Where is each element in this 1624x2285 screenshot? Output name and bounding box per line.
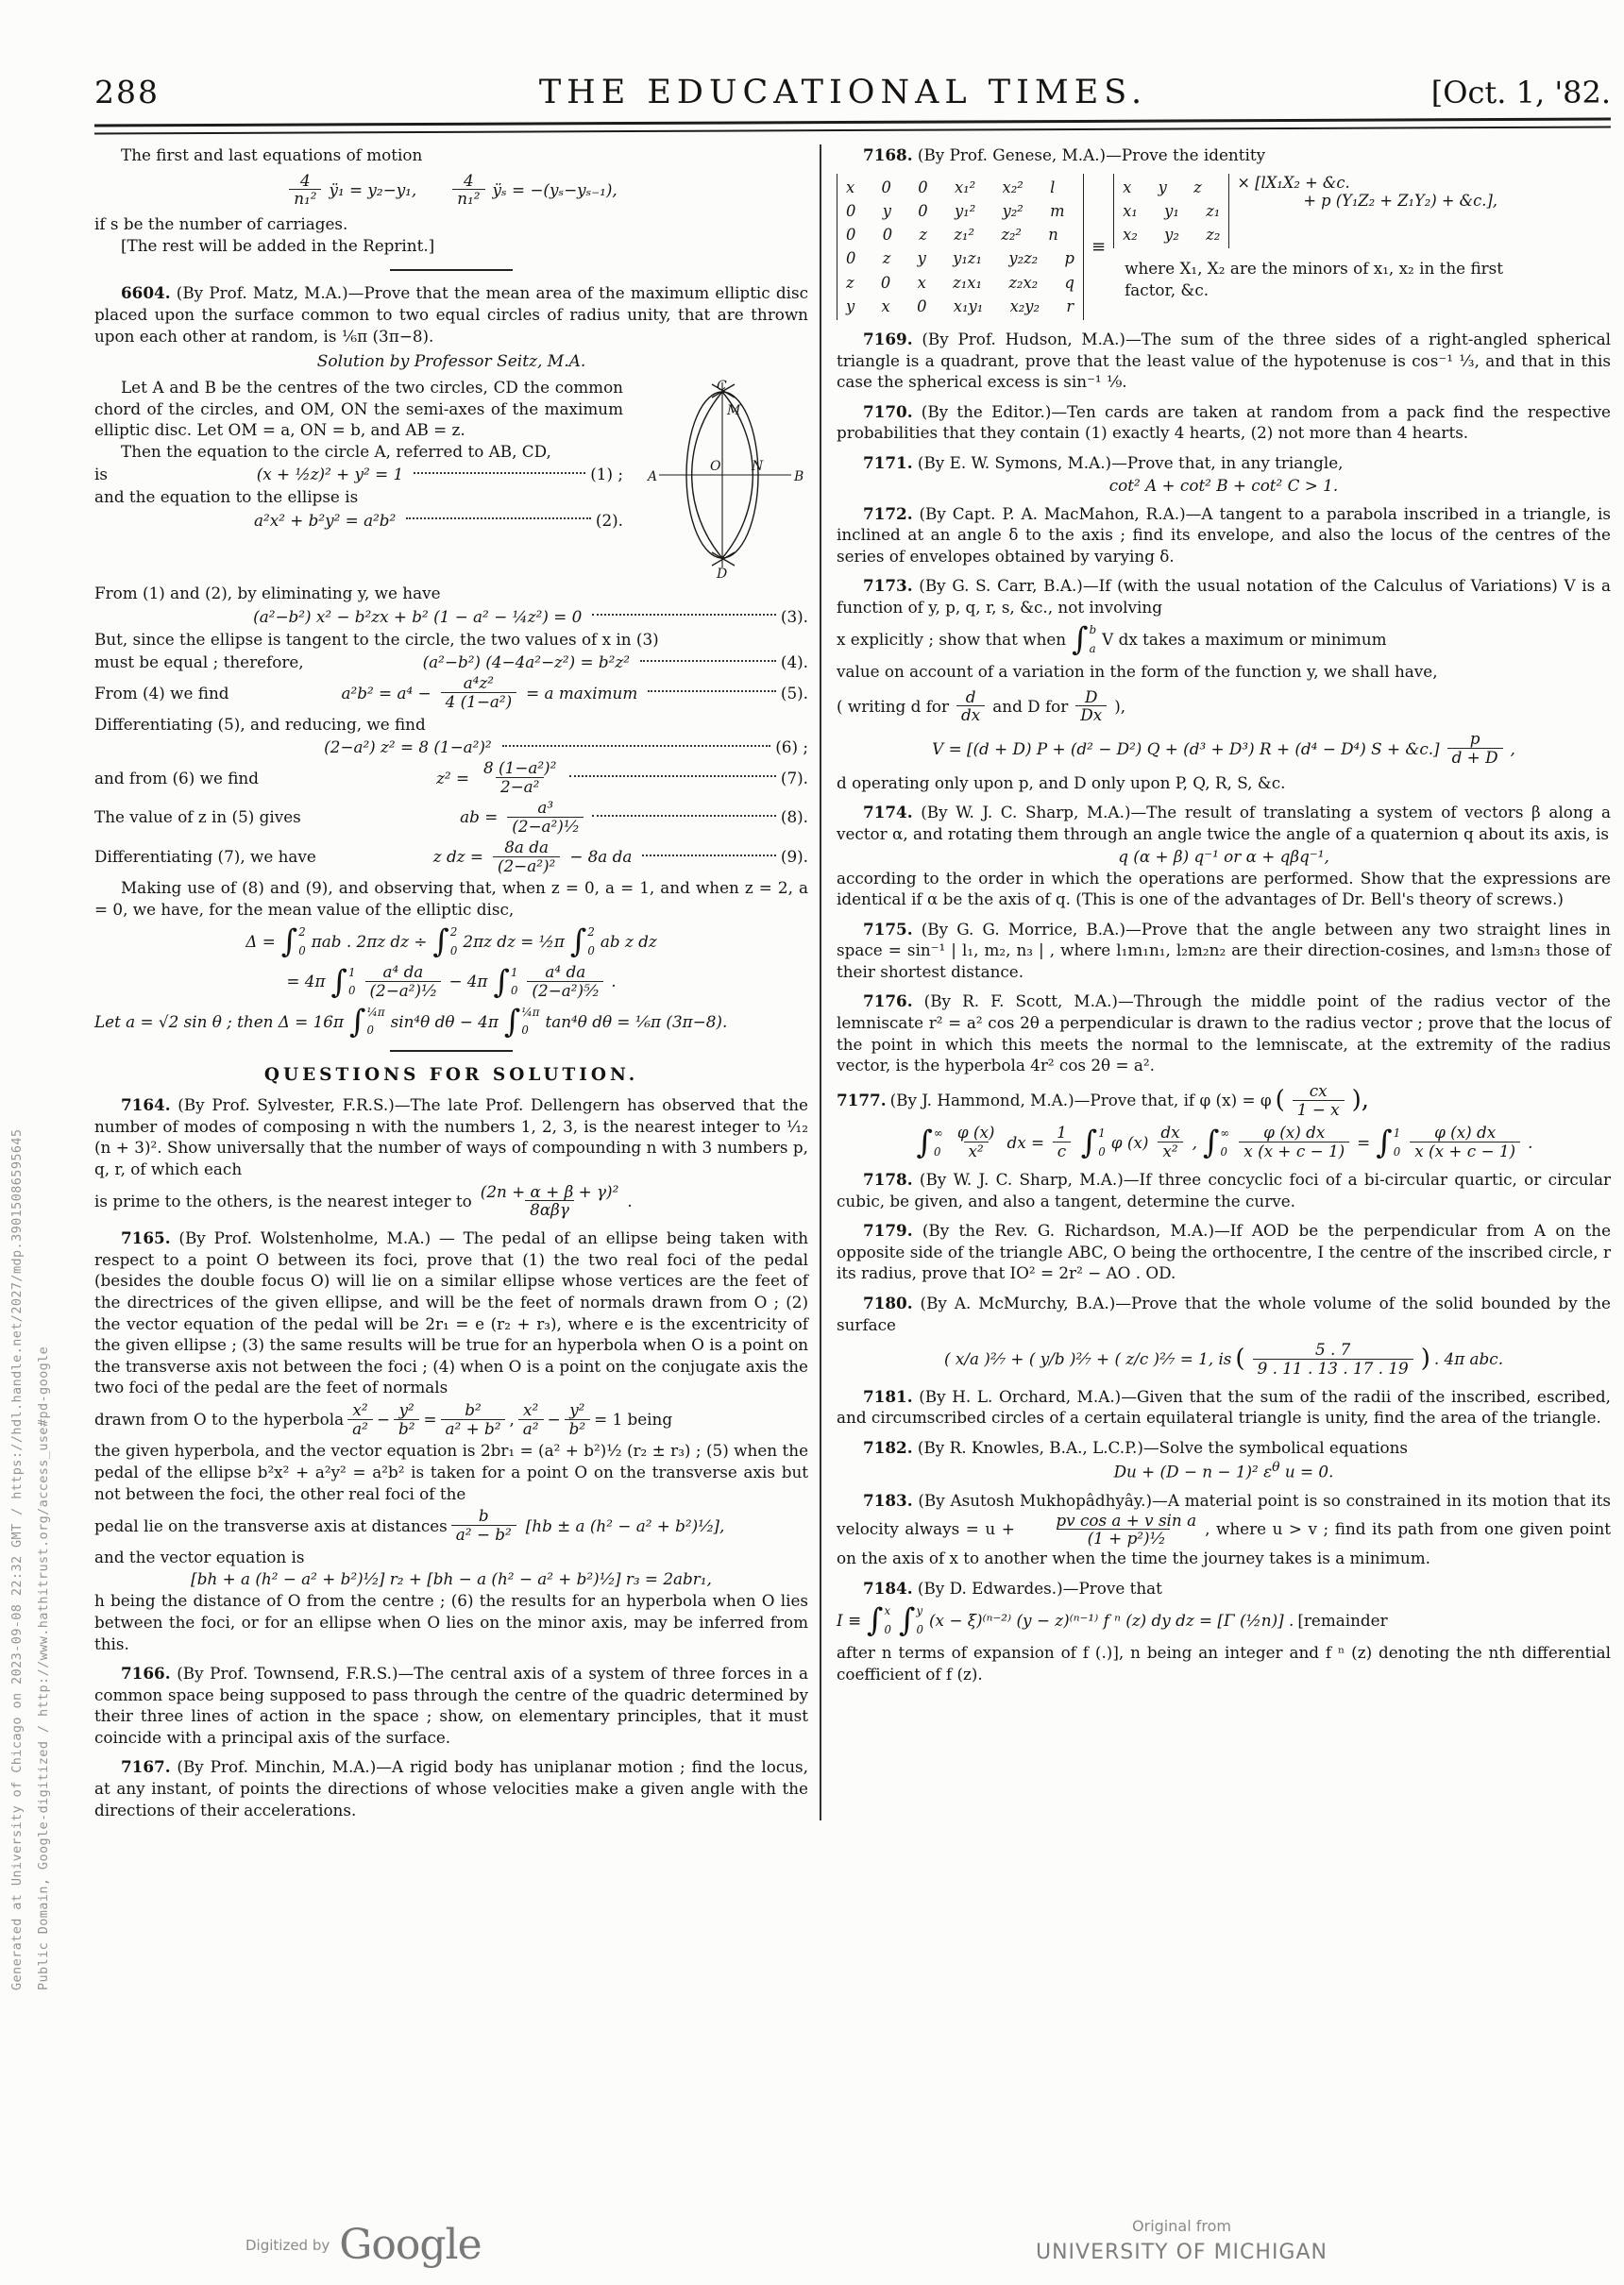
fraction: $\frac{b}{\text{a² − b²}}$	[451, 1507, 516, 1544]
problem-7164: 7164. (By Prof. Sylvester, F.R.S.)—The late Prof. Dellengern has observed that the number of modes of composing n with the numbers 1, 2, 3, is the nearest integer to ¹⁄₁₂ (n + 3)². Show universally that the number of ways of compounding n with 3 numbers p, q, r, of which each	[94, 1095, 808, 1179]
problem-number: 6604.	[121, 283, 171, 303]
dot-leader	[642, 854, 776, 856]
fraction: $\frac{\text{y²}}{\text{b²}}$	[565, 1401, 590, 1438]
institution-name: UNIVERSITY OF MICHIGAN	[1036, 2241, 1328, 2264]
integral: ∫ ¼π 0	[349, 1002, 385, 1040]
integral: ∫ 2 0	[432, 922, 458, 960]
fraction: $\frac{\text{a⁴ da}}{\text{(2−a²)⁵⁄₂}}$	[527, 963, 603, 1000]
integral: ∫ b a	[1072, 620, 1097, 658]
problem-7171: 7171. (By E. W. Symons, M.A.)—Prove that, in any triangle,	[863, 452, 1344, 472]
digitized-by-label: Digitized by	[245, 2237, 330, 2255]
problem-7183: 7183. (By Asutosh Mukhopâdhyây.)—A material point is so constrained in its motion that its velocity always = u + $\frac{\text{pv cos a + v sin a}}{\text{(1 + p²)¹⁄₂}}$ , where u > v ; find its path from one given point on the axis of x to another when the time the journey takes is a minimum.	[837, 1491, 1611, 1568]
equation-6: (2−a²) z² = 8 (1−a²)² (6) ;	[324, 737, 808, 757]
problem-7165-hyperbola-line: drawn from O to the hyperbola $\frac{\text{x²}}{\text{a²}}$ − $\frac{\text{y²}}{\text{b²}}$ = $\frac{\text{b²}}{\text{a² + b²}}$ , $\frac{\text{x²}}{\text{a²}}$ − $\frac{\text{y²}}{\text{b²}}$ = 1 being	[94, 1399, 673, 1438]
dot-leader	[640, 659, 776, 662]
equations-of-motion: $\frac{4}{\text{n₁²}}$ ÿ₁ = y₂−y₁, $\frac{4}{\text{n₁²}}$ ÿₛ = −(yₛ−yₛ₋₁),	[94, 172, 808, 209]
figure-label-n: N	[752, 459, 764, 475]
problem-6604: 6604. (By Prof. Matz, M.A.)—Prove that the mean area of the maximum elliptic disc placed upon the surface common to two equal circles of radius unity, that are thrown upon each other at random, is ⅙π (3π−8).	[94, 283, 808, 346]
dot-leader	[569, 774, 776, 777]
page-header	[94, 74, 1611, 111]
intro-line2: if s be the number of carriages.	[94, 214, 348, 234]
fraction: $\frac{\varphi (x)}{\text{x²}}$	[956, 1123, 995, 1161]
google-logo: Google	[339, 2221, 482, 2270]
dot-leader	[648, 689, 776, 692]
left-paren: (	[1235, 1345, 1245, 1374]
problem-7173: 7173. (By G. S. Carr, B.A.)—If (with the usual notation of the Calculus of Variations) V is a function of y, p, q, r, s, &c., not involving	[837, 576, 1611, 617]
left-paren: (	[1275, 1086, 1285, 1115]
problem-7174: 7174. (By W. J. C. Sharp, M.A.)—The result of translating a system of vectors β along a vector α, and rotating them through an angle twice the angle of a quaternion q about its axis, is	[837, 803, 1611, 844]
determinant-3x3: x y z x₁ y₁ z₁ x₂ y₂ z₂	[1113, 174, 1229, 249]
solution-by-line: Solution by Professor Seitz, M.A.	[316, 352, 586, 372]
fraction: $\frac{\varphi (x) dx}{x (x + c - 1)}$	[1410, 1124, 1520, 1160]
journal-title: THE EDUCATIONAL TIMES.	[538, 74, 1148, 111]
figure-label-b: B	[794, 469, 804, 485]
problem-7169: 7169. (By Prof. Hudson, M.A.)—The sum of the three sides of a right-angled spherical triangle is a quadrant, prove that the least value of the hypotenuse is cos⁻¹ ⅓, and that in this case the spherical excess is sin⁻¹ ⅑.	[837, 330, 1611, 392]
diff-5-line: Differentiating (5), and reducing, we find	[94, 714, 426, 734]
equation-5: From (4) we find a²b² = a⁴ − $\frac{\text{a⁴z²}}{\text{4 (1−a²)}}$ = a maximum (5).	[94, 673, 808, 712]
fraction: $\frac{D}{Dx}$	[1075, 688, 1107, 725]
figure-label-c: C	[717, 379, 727, 395]
substitution-line: Let a = √2 sin θ ; then Δ = 16π ∫ ¼π 0 sin⁴θ dθ − 4π ∫ ¼π 0 tan⁴θ dθ = ⅙π (3π−8).	[94, 1002, 728, 1040]
problem-7164-fraction-line: is prime to the others, is the nearest integer to $\frac{\text{(2n + α + β + γ)²}}{\text{8αβγ}}$ .	[94, 1181, 633, 1220]
dot-leader	[592, 814, 776, 817]
integral: ∫ x 0	[867, 1601, 892, 1639]
identity-rhs: × [lX₁X₂ + &c. + p (Y₁Z₂ + Z₁Y₂) + &c.],	[1237, 173, 1497, 210]
problem-7165: 7165. (By Prof. Wolstenholme, M.A.) — The pedal of an ellipse being taken with respect to a point O between its foci, prove that (1) the two real foci of the pedal (besides the double focus O) will lie on a similar ellipse whose vertices are the feet of the directrices of the given ellipse, and will be the feet of normals drawn from O ; (2) the vector equation of the pedal will be 2r₁ = e (r₂ + r₃), where e is the excentricity of the given ellipse ; (3) the same results will be true for an hyperbola when O is a point on the transverse axis not between the foci ; (4) when O is a point on the conjugate axis the two foci of the pedal are the feet of normals	[94, 1228, 809, 1397]
problem-7173-v-equation: V = [(d + D) P + (d² − D²) Q + (d³ + D³) R + (d⁴ − D⁴) S + &c.] $\frac{p}{d + D}$ ,	[932, 729, 1515, 768]
problem-7180: 7180. (By A. McMurchy, B.A.)—Prove that the whole volume of the solid bounded by the surface	[837, 1293, 1611, 1334]
fraction: $\frac{\text{x²}}{\text{a²}}$	[518, 1401, 544, 1438]
problem-7171-equation: cot² A + cot² B + cot² C > 1.	[1108, 475, 1339, 495]
fraction: $\frac{\text{pv cos a + v sin a}}{\text{(1 + p²)¹⁄₂}}$	[1056, 1510, 1197, 1549]
problem-7165-end: h being the distance of O from the centre ; (6) the results for an hyperbola when O lies between the foci, or for an ellipse when O lies on the minor axis, may be inferred from this.	[94, 1591, 808, 1653]
fraction: $\frac{4}{\text{n₁²}}$	[289, 172, 321, 209]
equation-4: must be equal ; therefore, (a²−b²) (4−4a²−z²) = b²z² (4).	[94, 652, 808, 672]
problem-7174-end: according to the order in which the operations are performed. Show that the expressions are identical if α be the axis of q. (This is one of the advantages of Dr. Bell's theory of screws.)	[837, 868, 1611, 909]
fraction: $\frac{\text{b²}}{\text{a² + b²}}$	[441, 1401, 506, 1438]
fraction: $\frac{cx}{1 - x}$	[1293, 1082, 1345, 1119]
integral: ∫ 2 0	[569, 922, 595, 960]
fraction: $\frac{d}{dx}$	[956, 688, 985, 725]
dot-leader	[414, 471, 585, 474]
problem-7174-equation: q (α + β) q⁻¹ or α + qβq⁻¹,	[1118, 846, 1329, 866]
intro-lead: The first and last equations of motion	[121, 145, 423, 164]
figure-label-d: D	[717, 567, 728, 580]
ellipse-line: and the equation to the ellipse is	[94, 487, 359, 507]
solution-para-1: Let A and B be the centres of the two circles, CD the common chord of the circles, and OM, ON the semi-axes of the maximum elliptic disc. Let OM = a, ON = b, and AB = z.	[94, 378, 623, 440]
margin-provenance-line-2: Public Domain, Google-digitized / http://www.hathitrust.org/access_use#pd-google	[36, 1346, 51, 1990]
fraction: $\frac{\text{x²}}{\text{a²}}$	[347, 1401, 373, 1438]
fraction: $\frac{dx}{\text{x²}}$	[1156, 1124, 1184, 1160]
integral: ∫ 2 0	[280, 922, 306, 960]
problem-7165-continued: the given hyperbola, and the vector equation is 2br₁ = (a² + b²)¹⁄₂ (r₂ ± r₃) ; (5) when the pedal of the ellipse b²x² + a²y² = a²b² is taken for a point O on the transverse axis but not between the foci, the other real foci of the	[94, 1441, 808, 1503]
issue-date: [Oct. 1, '82.	[1430, 75, 1611, 110]
fraction: $\frac{\text{a³}}{\text{(2−a²)¹⁄₂}}$	[507, 799, 584, 836]
fraction: $\frac{\text{y²}}{\text{b²}}$	[394, 1401, 419, 1438]
right-paren: ),	[1351, 1086, 1370, 1115]
problem-7173-end: d operating only upon p, and D only upon P, Q, R, S, &c.	[837, 772, 1286, 792]
dot-leader	[406, 516, 591, 519]
equation-2: a²x² + b²y² = a²b² (2).	[254, 510, 623, 530]
equation-1: is (x + ½z)² + y² = 1 (1) ;	[94, 465, 623, 484]
figure-label-o: O	[710, 459, 721, 475]
integral: ∫ ¼π 0	[503, 1002, 540, 1040]
original-from-label: Original from	[1132, 2217, 1231, 2235]
intro-line3: [The rest will be added in the Reprint.]	[121, 235, 435, 255]
problem-7179: 7179. (By the Rev. G. Richardson, M.A.)—If AOD be the perpendicular from A on the opposite side of the triangle ABC, O being the orthocentre, I the centre of the inscribed circle, r its radius, prove that IO² = 2r² − AO . OD.	[837, 1221, 1612, 1283]
equation-7: and from (6) we find z² = $\frac{\text{8 (1−a²)²}}{\text{2−a²}}$ (7).	[94, 758, 808, 797]
problem-7173-continued: value on account of a variation in the form of the function y, we shall have,	[837, 662, 1438, 682]
problem-7184-end: after n terms of expansion of f (.)], n being an integer and f ⁿ (z) denoting the nth differential coefficient of f (z).	[837, 1643, 1611, 1684]
problem-7168: 7168. (By Prof. Genese, M.A.)—Prove the identity	[863, 145, 1266, 164]
two-circles-ellipse-figure	[633, 379, 808, 579]
questions-for-solution-heading: QUESTIONS FOR SOLUTION.	[263, 1065, 639, 1086]
problem-7173-writing-line: ( writing d for $\frac{d}{dx}$ and D for $\frac{D}{Dx}$ ),	[837, 686, 1126, 725]
problem-7184-equation: I ≡ ∫ x 0 ∫ y 0 (x − ξ)⁽ⁿ⁻²⁾ (y − z)⁽ⁿ⁻¹⁾ f ⁿ (z) dy dz = [Γ (½n)] . [remainder	[837, 1601, 1388, 1639]
integral: ∫ ∞ 0	[916, 1123, 943, 1160]
problem-7178: 7178. (By W. J. C. Sharp, M.A.)—If three concyclic foci of a bi-circular quartic, or circular cubic, be given, and also a tangent, determine the curve.	[837, 1170, 1611, 1210]
integral: ∫ 1 0	[1080, 1123, 1106, 1160]
fraction: $\frac{\varphi (x) dx}{x (x + c - 1)}$	[1239, 1124, 1349, 1160]
fraction: $\frac{1}{c}$	[1052, 1124, 1072, 1160]
right-column	[821, 144, 1611, 1820]
delta-equation-line-2: = 4π ∫ 1 0 $\frac{\text{a⁴ da}}{\text{(2−a²)¹⁄₂}}$ − 4π ∫ 1 0 $\frac{\text{a⁴ da}}{\text{(2−a²)⁵⁄₂}}$ .	[286, 962, 617, 1000]
identity-sign: ≡	[1091, 236, 1107, 257]
fraction: $\frac{5 . 7}{9 . 11 . 13 . 17 . 19}$	[1253, 1341, 1413, 1378]
problem-7172: 7172. (By Capt. P. A. MacMahon, R.A.)—A tangent to a parabola inscribed in a triangle, is inclined at an angle δ to the axis ; find its envelope, and also the locus of the centres of the series of envelopes obtained by varying δ.	[837, 503, 1611, 566]
problem-7182-equation: Du + (D − n − 1)² $\varepsilon^\theta$ u = 0.	[1113, 1460, 1334, 1482]
figure-label-m: M	[727, 403, 741, 419]
fraction: $\frac{p}{d + D}$	[1447, 730, 1503, 767]
fraction: $\frac{\text{(2n + α + β + γ)²}}{\text{8αβγ}}$	[480, 1181, 619, 1220]
problem-7165-vector-equation: [bh + a (h² − a² + b²)¹⁄₂] r₂ + [bh − a (h² − a² + b²)¹⁄₂] r₃ = 2abr₁,	[191, 1569, 712, 1589]
solution-para-2: Then the equation to the circle A, referred to AB, CD,	[121, 441, 551, 461]
margin-provenance-line-1: Generated at University of Chicago on 2023-09-08 22:32 GMT / https://hdl.handle.net/2027/mdp.39015086595645	[9, 1128, 25, 1990]
equation-3: (a²−b²) x² − b²zx + b² (1 − a² − ¼z²) = 0 (3).	[253, 606, 808, 626]
fraction: $\frac{\text{a⁴z²}}{\text{4 (1−a²)}}$	[441, 674, 517, 711]
problem-7175: 7175. (By G. G. Morrice, B.A.)—Prove that the angle between any two straight lines in space = sin⁻¹ | l₁, m₂, n₃ | , where l₁m₁n₁, l₂m₂n₂ are their direction-cosines, and l₃m₃n₃ those of their shortest distance.	[837, 919, 1611, 981]
problem-7176: 7176. (By R. F. Scott, M.A.)—Through the middle point of the radius vector of the lemniscate r² = a² cos 2θ a perpendicular is drawn to the radius vector ; prove that the locus of the point in which this meets the normal to the lemniscate, at the extremity of the radius vector, is the hyperbola 4r² cos 2θ = a².	[837, 991, 1611, 1075]
digitized-by-block	[245, 2221, 482, 2270]
scan-footer	[94, 2217, 1611, 2270]
problem-7182: 7182. (By R. Knowles, B.A., L.C.P.)—Solve the symbolical equations	[863, 1437, 1409, 1457]
problem-7165-distances-line: pedal lie on the transverse axis at distances $\frac{b}{\text{a² − b²}}$ [hb ± a (h² − a² + b²)¹⁄₂],	[94, 1506, 725, 1545]
fraction: $\frac{\text{a⁴ da}}{\text{(2−a²)¹⁄₂}}$	[365, 963, 442, 1000]
page-number: 288	[94, 74, 160, 110]
problem-7168-note: where X₁, X₂ are the minors of x₁, x₂ in the first factor, &c.	[1125, 259, 1504, 299]
right-paren: )	[1420, 1345, 1430, 1374]
integral: ∫ 1 0	[493, 962, 518, 1000]
section-rule	[390, 1050, 513, 1052]
left-column	[94, 144, 820, 1820]
problem-7167: 7167. (By Prof. Minchin, M.A.)—A rigid body has uniplanar motion ; find the locus, at any instant, of points the directions of whose velocities make a given angle with the directions of their accelerations.	[94, 1757, 808, 1820]
figure-label-a: A	[648, 469, 658, 485]
problem-7184: 7184. (By D. Edwardes.)—Prove that	[863, 1578, 1162, 1598]
determinant-6x6: x 0 0 x₁² x₂² l 0 y 0 y₁² y₂² m 0 0 z z₁² z₂² n 0 z y y₁z₁ y₂z₂ p z 0 x z₁x₁ z₂x₂ q y x 0 x₁y₁ x₂y₂ r	[837, 174, 1084, 321]
header-double-rule	[94, 117, 1611, 134]
problem-7173-integral-line: x explicitly ; show that when ∫ b a V dx takes a maximum or minimum	[837, 620, 1387, 658]
problem-7170: 7170. (By the Editor.)—Ten cards are taken at random from a pack find the respective probabilities that they contain (1) exactly 4 hearts, (2) not more than 4 hearts.	[837, 401, 1611, 443]
from-1-2-line: From (1) and (2), by eliminating y, we have	[94, 584, 441, 603]
making-use-para: Making use of (8) and (9), and observing that, when z = 0, a = 1, and when z = 2, a = 0, we have, for the mean value of the elliptic disc,	[94, 878, 808, 919]
original-from-block	[1036, 2217, 1328, 2264]
integral: ∫ y 0	[899, 1601, 923, 1639]
problem-7180-equation: ( x/a )²⁄₇ + ( y/b )²⁄₇ + ( z/c )²⁄₇ = 1, is ( $\frac{5 . 7}{9 . 11 . 13 . 17 . 19}$ ) . 4π abc.	[943, 1340, 1504, 1378]
delta-equation-line-1: Δ = ∫ 2 0 πab . 2πz dz ÷ ∫ 2 0 2πz dz = ½π ∫ 2 0 ab z dz	[245, 922, 657, 960]
integral: ∫ 1 0	[330, 962, 356, 1000]
problem-7177-equation: ∫ ∞ 0 $\frac{\varphi (x)}{\text{x²}}$ dx = $\frac{1}{c}$ ∫ 1 0 φ (x) $\frac{dx}{\text{x²}}$ , ∫ ∞ 0 $\frac{\varphi (x) dx}{x (x + c - 1)}$ = ∫ 1 0 $\frac{\varphi (x) dx}{x (x + c - 1)}$ .	[916, 1123, 1533, 1161]
integral: ∫ ∞ 0	[1202, 1123, 1230, 1160]
problem-7181: 7181. (By H. L. Orchard, M.A.)—Given that the sum of the radii of the inscribed, escribed, and circumscribed circles of a certain equilateral triangle is unity, find the area of the triangle.	[837, 1386, 1612, 1428]
dot-leader	[592, 613, 776, 616]
problem-7166: 7166. (By Prof. Townsend, F.R.S.)—The central axis of a system of three forces in a common space being supposed to pass through the centre of the quadric determined by their three lines of action in the space ; show, on elementary principles, that it must coincide with a principal axis of the surface.	[94, 1664, 808, 1747]
but-line: But, since the ellipse is tangent to the circle, the two values of x in (3)	[94, 629, 659, 649]
integral: ∫ 1 0	[1376, 1123, 1401, 1160]
fraction: $\frac{\text{8 (1−a²)²}}{\text{2−a²}}$	[483, 758, 557, 797]
solution-6604	[94, 377, 808, 1040]
fraction: $\frac{4}{\text{n₁²}}$	[452, 172, 484, 209]
problem-7165-vector-line: and the vector equation is	[94, 1547, 305, 1566]
equation-9: Differentiating (7), we have z dz = $\frac{\text{8a da}}{\text{(2−a²)²}}$ − 8a da (9).	[94, 837, 808, 875]
fraction: $\frac{\text{8a da}}{\text{(2−a²)²}}$	[493, 838, 560, 875]
dot-leader	[502, 744, 771, 747]
problem-7168-determinants	[837, 174, 1611, 321]
problem-7177-intro: 7177. (By J. Hammond, M.A.)—Prove that, if φ (x) = φ ( $\frac{cx}{1 - x}$ ),	[837, 1080, 1370, 1119]
equation-8: The value of z in (5) gives ab = $\frac{\text{a³}}{\text{(2−a²)¹⁄₂}}$ (8).	[94, 798, 808, 836]
section-rule	[390, 269, 513, 271]
